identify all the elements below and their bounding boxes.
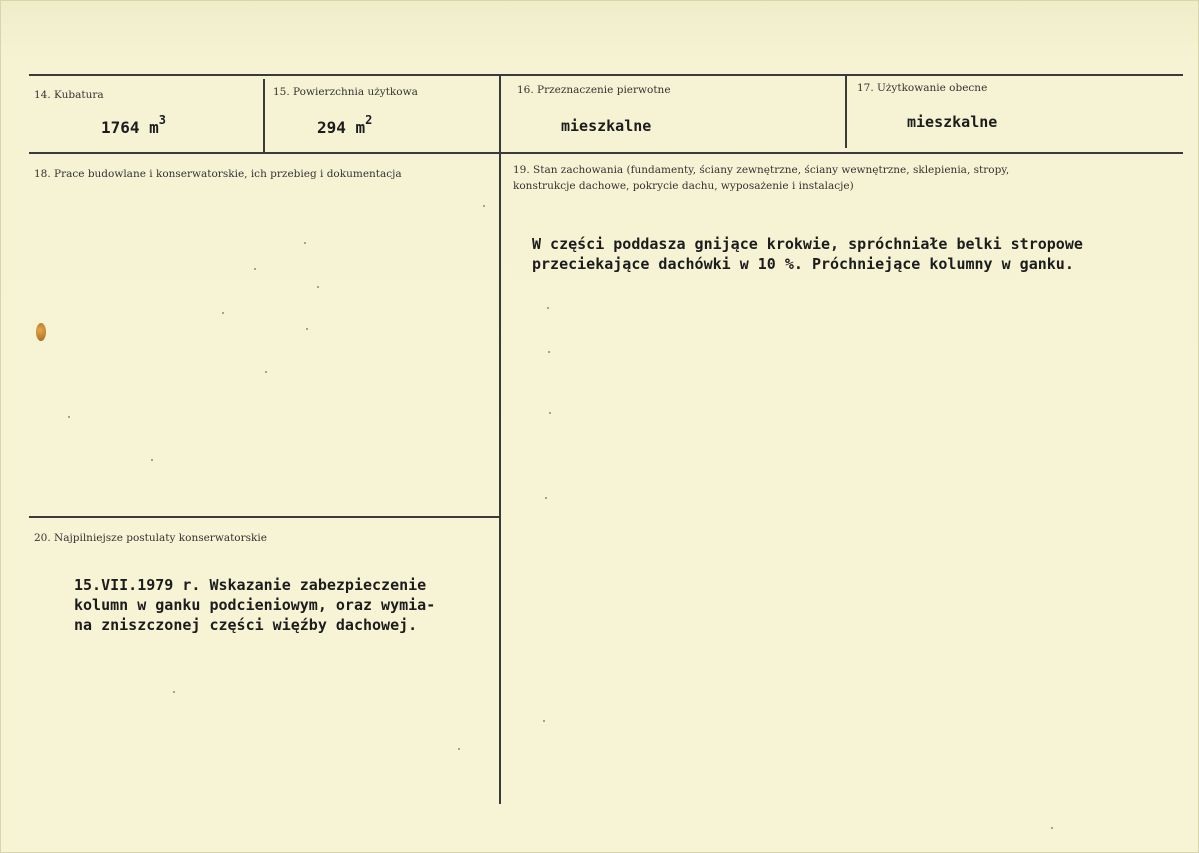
divider-14-15 xyxy=(263,79,265,154)
paper-speck xyxy=(543,720,545,722)
section-20-top-rule xyxy=(29,516,499,518)
paper-speck xyxy=(173,691,175,693)
field-15-number: 294 m xyxy=(317,118,366,137)
field-20-text-line2: kolumn w ganku podcieniowym, oraz wymia- xyxy=(74,596,436,614)
field-16-value: mieszkalne xyxy=(561,117,652,135)
field-20-text-line1: 15.VII.1979 r. Wskazanie zabezpieczenie xyxy=(74,576,427,594)
paper-speck xyxy=(547,307,549,309)
divider-15-16 xyxy=(499,76,501,804)
paper-speck xyxy=(265,371,267,373)
field-15-label: 15. Powierzchnia użytkowa xyxy=(273,86,418,98)
header-bottom-rule xyxy=(29,152,1183,154)
field-19-text xyxy=(532,234,1083,274)
paper-stain xyxy=(36,323,46,341)
field-20-text xyxy=(74,575,435,635)
paper-speck xyxy=(222,312,224,314)
paper-speck xyxy=(304,242,306,244)
paper-speck xyxy=(1051,827,1053,829)
paper-speck xyxy=(306,328,308,330)
field-14-label: 14. Kubatura xyxy=(34,89,104,101)
field-15-exponent: 2 xyxy=(365,113,373,127)
paper-speck xyxy=(549,412,551,414)
field-14-exponent: 3 xyxy=(158,113,167,127)
field-18-label: 18. Prace budowlane i konserwatorskie, ich przebieg i dokumentacja xyxy=(34,168,402,180)
paper-speck xyxy=(68,416,70,418)
paper-speck xyxy=(151,459,153,461)
top-rule xyxy=(29,74,1183,76)
field-16-label: 16. Przeznaczenie pierwotne xyxy=(517,84,671,96)
paper-speck xyxy=(317,286,319,288)
field-19-label-line2: konstrukcje dachowe, pokrycie dachu, wyposażenie i instalacje) xyxy=(513,180,854,192)
field-19-text-line1: W części poddasza gnijące krokwie, spróchniałe belki stropowe xyxy=(532,235,1083,253)
paper-speck xyxy=(545,497,547,499)
field-14-number: 1764 m xyxy=(101,118,159,137)
field-14-value xyxy=(101,113,167,137)
field-19-label-line1: 19. Stan zachowania (fundamenty, ściany zewnętrzne, ściany wewnętrzne, sklepienia, stropy, xyxy=(513,164,1010,176)
paper-speck xyxy=(483,205,485,207)
field-19-text-line2: przeciekające dachówki w 10 %. Próchniejące kolumny w ganku. xyxy=(532,255,1074,273)
field-20-text-line3: na zniszczonej części więźby dachowej. xyxy=(74,616,418,634)
paper-speck xyxy=(548,351,550,353)
divider-16-17 xyxy=(845,76,847,148)
field-17-label: 17. Użytkowanie obecne xyxy=(857,82,988,94)
field-15-value xyxy=(317,113,373,137)
paper-speck xyxy=(458,748,460,750)
paper-speck xyxy=(254,268,256,270)
field-20-label: 20. Najpilniejsze postulaty konserwatorskie xyxy=(34,532,267,544)
field-17-value: mieszkalne xyxy=(907,113,998,131)
